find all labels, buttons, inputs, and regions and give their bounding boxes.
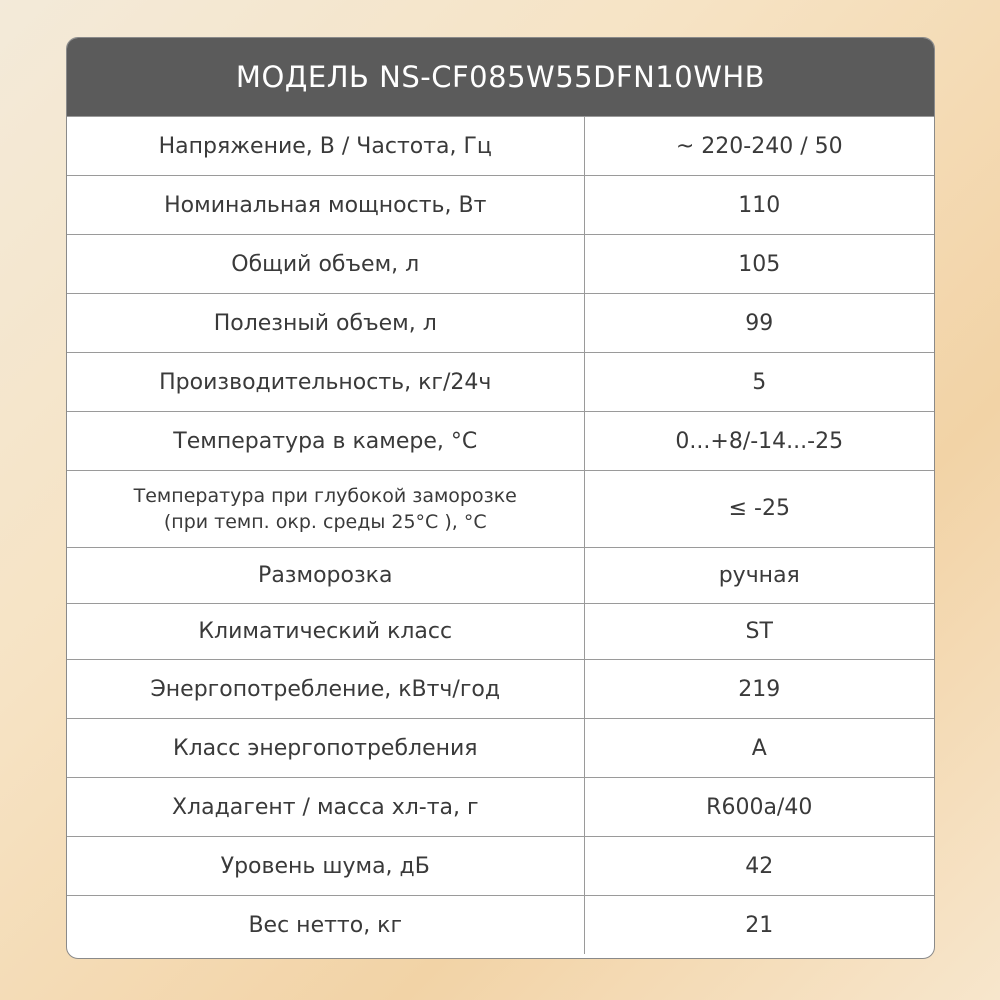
spec-card [66,37,935,959]
spec-label: Номинальная мощность, Вт [67,176,584,235]
model-title: МОДЕЛЬ NS-CF085W55DFN10WHB [67,38,934,116]
spec-table [67,116,934,954]
table-row [67,117,934,176]
spec-value: ручная [584,548,934,604]
table-row [67,471,934,548]
spec-label: Разморозка [67,548,584,604]
spec-value: 105 [584,235,934,294]
spec-label: Энергопотребление, кВтч/год [67,660,584,719]
table-row [67,660,934,719]
spec-label: Хладагент / масса хл-та, г [67,778,584,837]
table-row [67,235,934,294]
spec-value: 110 [584,176,934,235]
spec-value: ~ 220-240 / 50 [584,117,934,176]
spec-value: 219 [584,660,934,719]
spec-value: ST [584,604,934,660]
spec-value: ≤ -25 [584,471,934,548]
table-row [67,837,934,896]
spec-label: Напряжение, В / Частота, Гц [67,117,584,176]
table-row [67,353,934,412]
spec-label-line: (при темп. окр. среды 25°С ), °С [163,511,487,533]
table-row [67,548,934,604]
spec-label: Температура в камере, °С [67,412,584,471]
spec-value: R600a/40 [584,778,934,837]
spec-label: Общий объем, л [67,235,584,294]
table-row [67,896,934,955]
table-row [67,719,934,778]
spec-value: 21 [584,896,934,955]
spec-value: 99 [584,294,934,353]
spec-label [67,471,584,548]
spec-label: Полезный объем, л [67,294,584,353]
spec-value: 5 [584,353,934,412]
spec-label: Уровень шума, дБ [67,837,584,896]
spec-label: Вес нетто, кг [67,896,584,955]
spec-label: Класс энергопотребления [67,719,584,778]
table-row [67,294,934,353]
spec-label: Климатический класс [67,604,584,660]
table-row [67,604,934,660]
table-row [67,176,934,235]
spec-value: A [584,719,934,778]
table-row [67,412,934,471]
spec-value: 0...+8/-14...-25 [584,412,934,471]
spec-label: Производительность, кг/24ч [67,353,584,412]
spec-label-line: Температура при глубокой заморозке [133,485,517,507]
table-row [67,778,934,837]
spec-value: 42 [584,837,934,896]
